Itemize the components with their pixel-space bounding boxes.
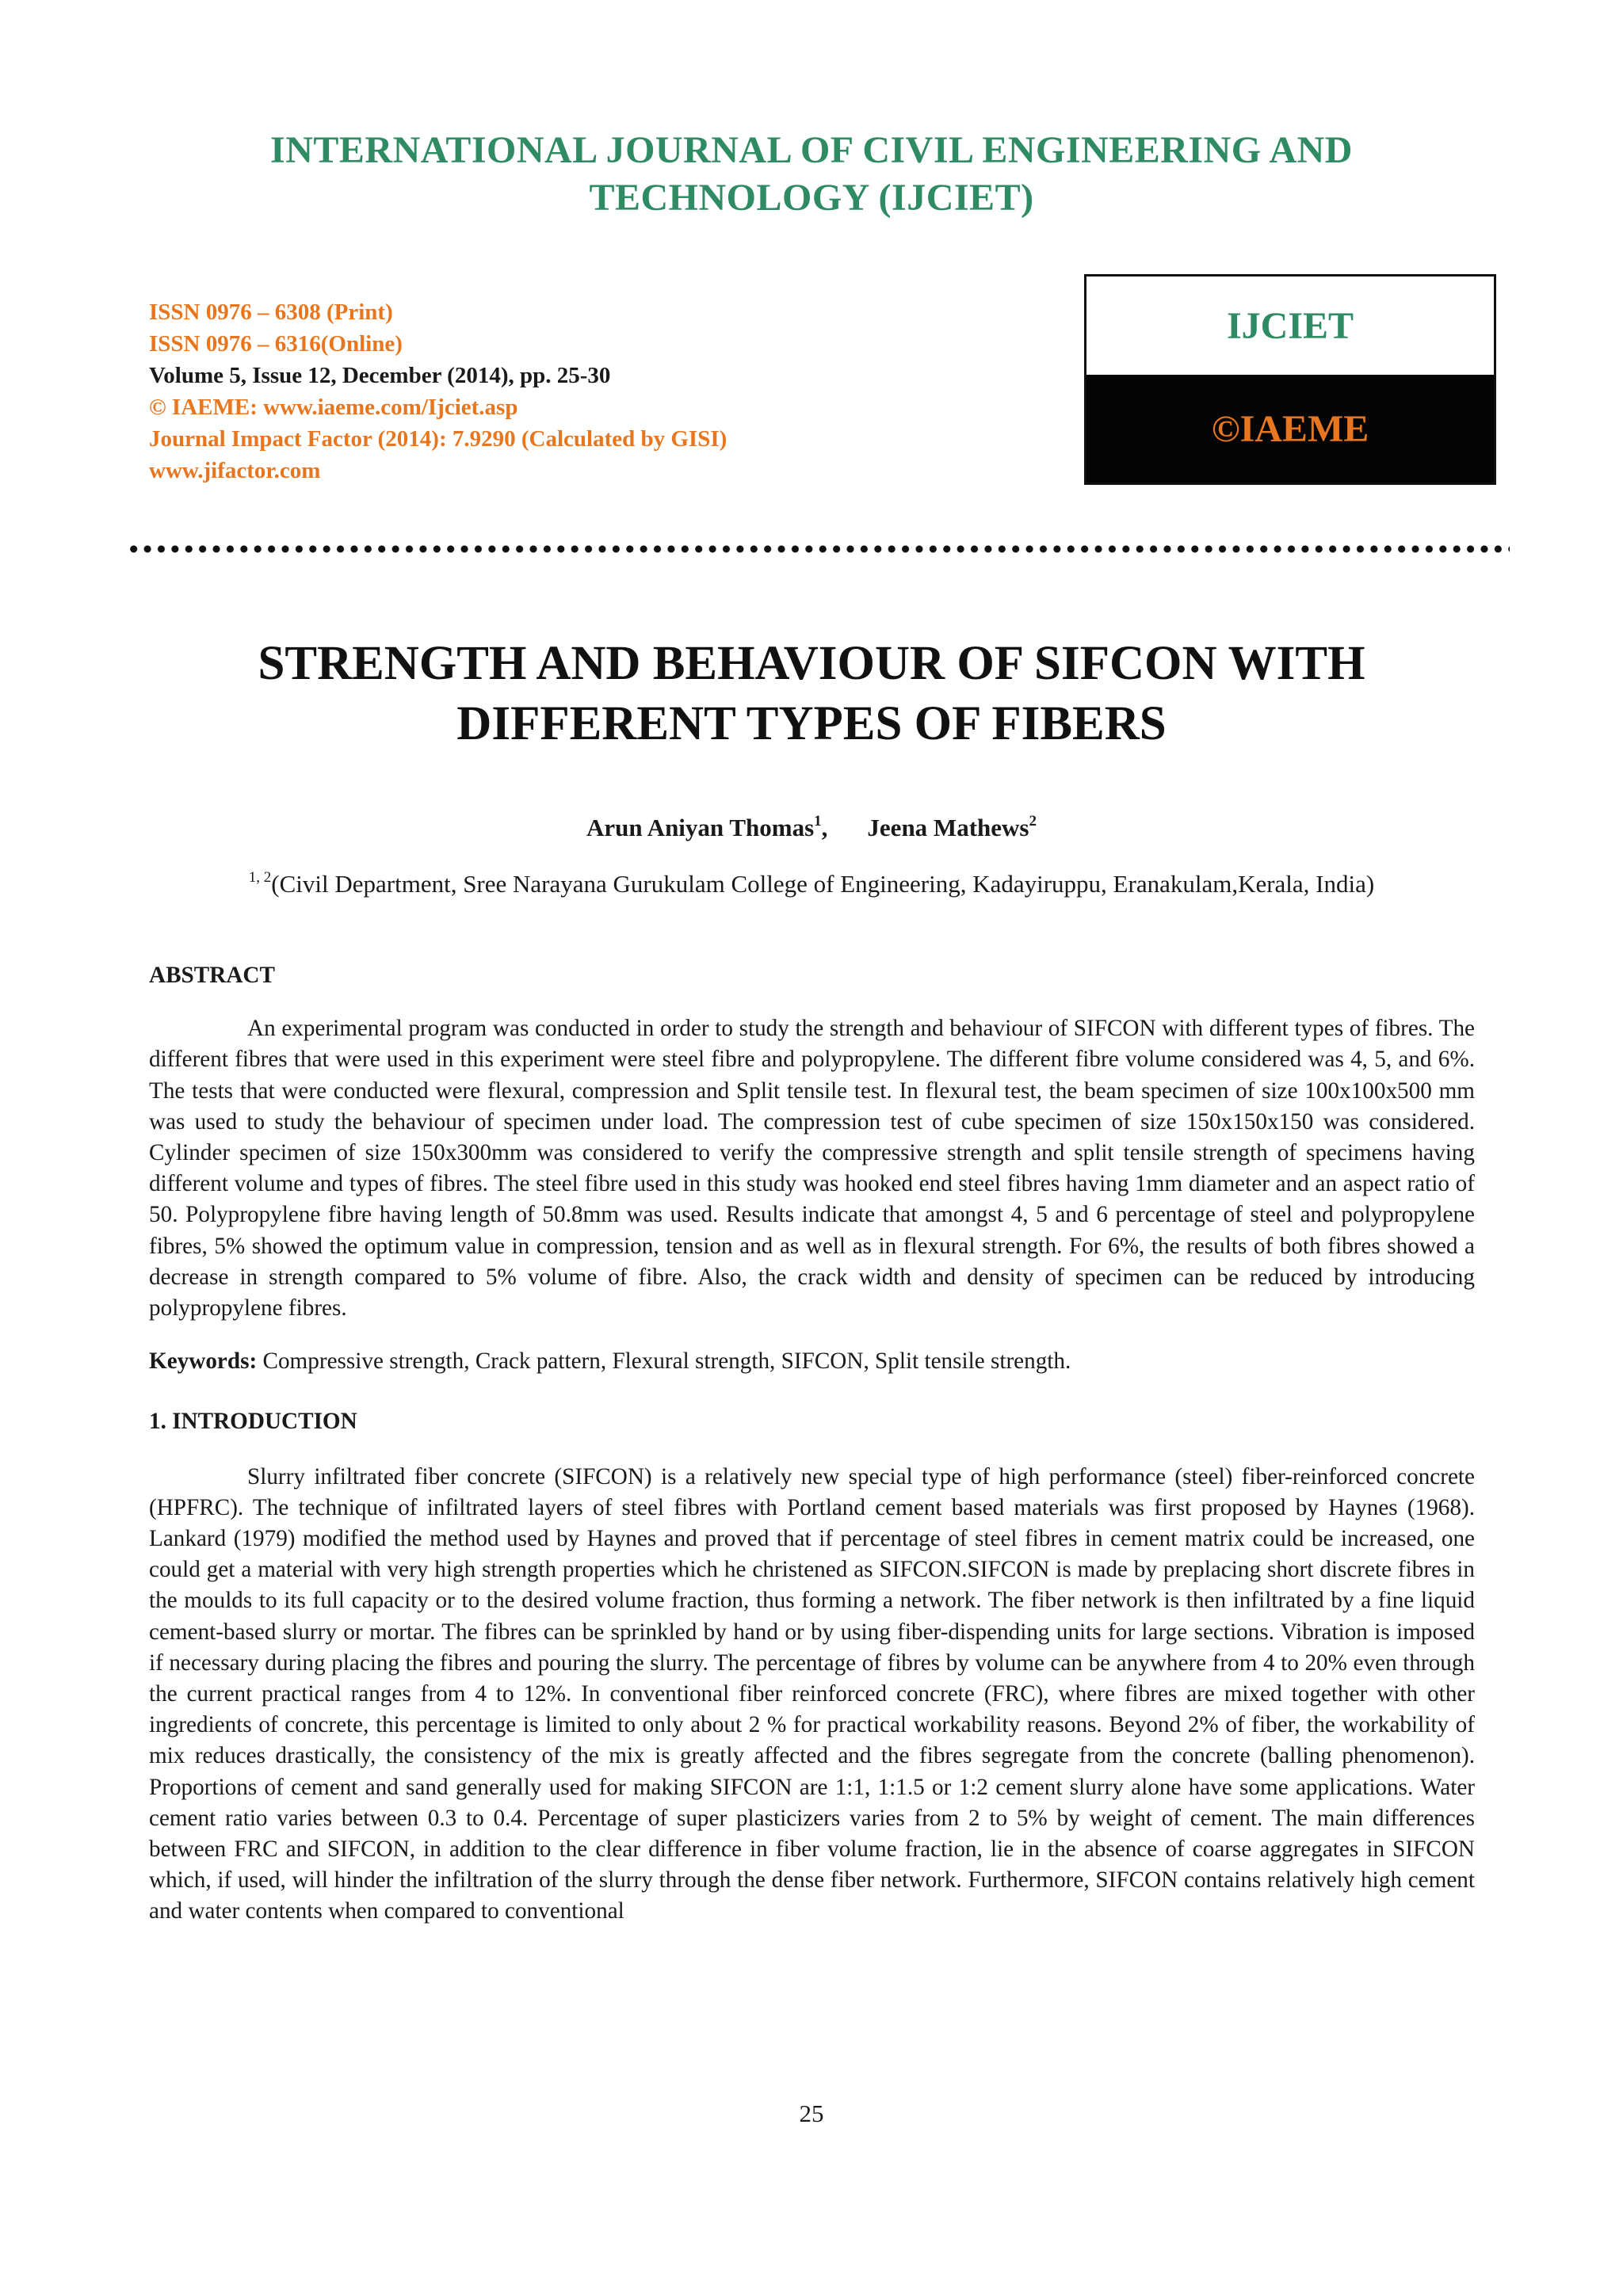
- paper-title-line1: STRENGTH AND BEHAVIOUR OF SIFCON WITH: [258, 637, 1365, 690]
- journal-logo: [1084, 274, 1496, 485]
- paper-title-line2: DIFFERENT TYPES OF FIBERS: [456, 697, 1167, 750]
- author-1-sup: 1: [814, 813, 822, 830]
- logo-iaeme: ©IAEME: [1086, 375, 1494, 482]
- abstract-heading: ABSTRACT: [149, 963, 275, 988]
- logo-ijciet: IJCIET: [1226, 305, 1354, 347]
- introduction-heading: 1. INTRODUCTION: [149, 1409, 357, 1435]
- journal-title-line2: TECHNOLOGY (IJCIET): [589, 177, 1034, 219]
- publication-info: [149, 296, 727, 486]
- author-separator: ,: [821, 814, 828, 841]
- keywords: [149, 1346, 1475, 1377]
- jifactor-link: www.jifactor.com: [149, 458, 321, 483]
- journal-title-line1: INTERNATIONAL JOURNAL OF CIVIL ENGINEERING AND: [270, 129, 1353, 171]
- authors: [0, 812, 1623, 844]
- dotted-divider: [127, 544, 1510, 554]
- affiliation-sup: 1, 2: [248, 869, 272, 886]
- issn-print: ISSN 0976 – 6308 (Print): [149, 299, 393, 325]
- author-2-sup: 2: [1029, 813, 1037, 830]
- paper-title: [0, 634, 1623, 754]
- author-2: Jeena Mathews: [867, 814, 1029, 841]
- affiliation: [0, 868, 1623, 900]
- abstract-text: An experimental program was conducted in order to study the strength and behaviour of SIFCON with different types of fibres. The different fibres that were used in this experiment were steel fibre and polypropylene. The different fibre volume considered was 4, 5, and 6%. The tests that were conducted were flexural, compression and Split tensile test. In flexural test, the beam specimen of size 100x100x500 mm was used to study the behaviour of specimen under load. The compression test of cube specimen of size 150x150x150 was considered. Cylinder specimen of size 150x300mm was considered to verify the compressive strength and split tensile strength of specimens having different volume and types of fibres. The steel fibre used in this study was hooked end steel fibres having 1mm diameter and an aspect ratio of 50. Polypropylene fibre having length of 50.8mm was used. Results indicate that amongst 4, 5 and 6 percentage of steel and polypropylene fibres, 5% showed the optimum value in compression, tension and as well as in flexural strength. For 6%, the results of both fibres showed a decrease in strength compared to 5% volume of fibre. Also, the crack width and density of specimen can be reduced by introducing polypropylene fibres.: [149, 1016, 1475, 1322]
- affiliation-text: (Civil Department, Sree Narayana Gurukulam College of Engineering, Kadayiruppu, Eranakulam,Kerala, India): [271, 870, 1375, 898]
- journal-website: © IAEME: www.iaeme.com/Ijciet.asp: [149, 395, 518, 420]
- issn-online: ISSN 0976 – 6316(Online): [149, 331, 403, 357]
- volume-info: Volume 5, Issue 12, December (2014), pp. 25-30: [149, 363, 611, 388]
- journal-title: [0, 127, 1623, 222]
- introduction-text: Slurry infiltrated fiber concrete (SIFCON) is a relatively new special type of high performance (steel) fiber-reinforced concrete (HPFRC). The technique of infiltrated layers of steel fibres with Portland cement based materials was first proposed by Haynes (1968). Lankard (1979) modified the method used by Haynes and proved that if percentage of steel fibres in cement matrix could be increased, one could get a material with very high strength properties which he christened as SIFCON.SIFCON is made by preplacing short discrete fibres in the moulds to its full capacity or to the desired volume fraction, thus forming a network. The fiber network is then infiltrated by a fine liquid cement-based slurry or mortar. The fibres can be sprinkled by hand or by using fiber-dispending units for large sections. Vibration is imposed if necessary during placing the fibres and pouring the slurry. The percentage of fibres by volume can be anywhere from 4 to 20% even through the current practical ranges from 4 to 12%. In conventional fiber reinforced concrete (FRC), where fibres are mixed together with other ingredients of concrete, this percentage is limited to only about 2 % for practical workability reasons. Beyond 2% of fiber, the workability of mix reduces drastically, the consistency of the mix is greatly affected and the fibres segregate from the concrete (balling phenomenon). Proportions of cement and sand generally used for making SIFCON are 1:1, 1:1.5 or 1:2 cement slurry alone have some applications. Water cement ratio varies between 0.3 to 0.4. Percentage of super plasticizers varies from 2 to 5% by weight of cement. The main differences between FRC and SIFCON, in addition to the clear difference in fiber volume fraction, lie in the absence of coarse aggregates in SIFCON which, if used, will hinder the infiltration of the slurry through the dense fiber network. Furthermore, SIFCON contains relatively high cement and water contents when compared to conventional: [149, 1463, 1475, 1924]
- author-1: Arun Aniyan Thomas: [586, 814, 815, 841]
- impact-factor: Journal Impact Factor (2014): 7.9290 (Calculated by GISI): [149, 426, 727, 452]
- keywords-text: Compressive strength, Crack pattern, Flexural strength, SIFCON, Split tensile strength.: [257, 1348, 1071, 1375]
- keywords-label: Keywords:: [149, 1348, 258, 1375]
- page-number: 25: [799, 2100, 824, 2127]
- paper-body: [149, 960, 1475, 1928]
